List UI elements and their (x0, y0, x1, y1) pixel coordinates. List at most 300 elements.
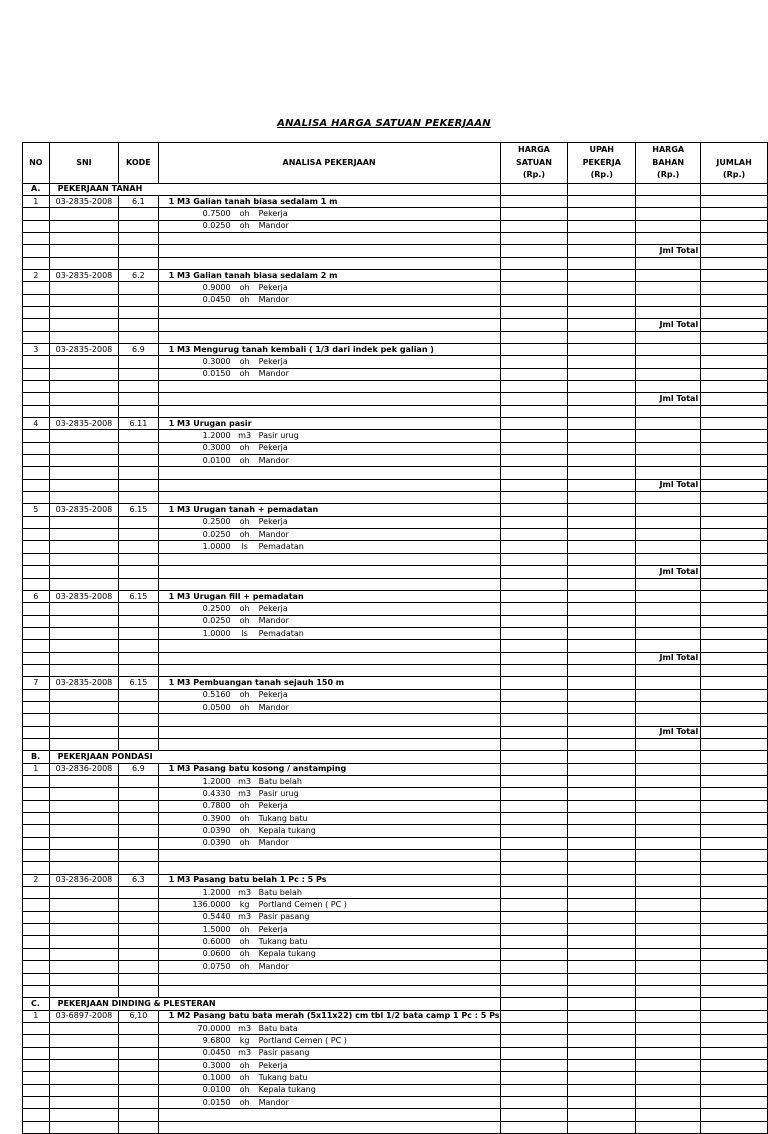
cell (49, 973, 119, 985)
component-coefficient: 0.0250 (202, 221, 231, 231)
cell (23, 553, 50, 565)
cell (158, 973, 500, 985)
component-coefficient: 0.0600 (202, 949, 231, 959)
cell (500, 504, 568, 516)
component-cell (158, 788, 500, 800)
cell (49, 652, 119, 664)
component-row (23, 961, 768, 973)
cell (500, 405, 568, 417)
cell (636, 331, 701, 343)
component-cell (158, 516, 500, 528)
item-row (23, 1010, 768, 1022)
cell (23, 899, 50, 911)
cell (23, 1047, 50, 1059)
cell (701, 1035, 768, 1047)
cell (49, 911, 119, 923)
component-row (23, 924, 768, 936)
cell (158, 331, 500, 343)
cell (636, 1059, 701, 1071)
item-kode: 6.1 (119, 195, 158, 207)
component-resource: Pekerja (258, 690, 288, 700)
blank-row (23, 381, 768, 393)
cell (568, 726, 636, 738)
cell (23, 1059, 50, 1071)
cell (636, 418, 701, 430)
cell (701, 1010, 768, 1022)
component-coefficient: 0.2500 (202, 517, 231, 527)
component-row (23, 948, 768, 960)
item-kode: 6.15 (119, 677, 158, 689)
cell (568, 776, 636, 788)
cell (568, 455, 636, 467)
component-coefficient: 0.9000 (202, 282, 231, 292)
cell (119, 319, 158, 331)
cell (500, 652, 568, 664)
component-coefficient: 0.0250 (202, 529, 231, 539)
cell (568, 393, 636, 405)
cell (23, 529, 50, 541)
component-resource: Pasir pasang (258, 1048, 310, 1058)
component-resource: Pekerja (258, 924, 288, 934)
cell (701, 195, 768, 207)
cell (500, 862, 568, 874)
component-row (23, 455, 768, 467)
component-unit: oh (239, 702, 250, 712)
cell (500, 936, 568, 948)
cell (701, 1121, 768, 1133)
blank-row (23, 738, 768, 750)
cell (568, 677, 636, 689)
component-coefficient: 0.0150 (202, 369, 231, 379)
component-row (23, 825, 768, 837)
cell (701, 232, 768, 244)
cell (568, 1109, 636, 1121)
cell (636, 183, 701, 195)
cell (49, 1072, 119, 1084)
table-header-row (23, 143, 768, 184)
cell (500, 1010, 568, 1022)
header-sni: SNI (49, 143, 119, 184)
cell (568, 701, 636, 713)
cell (119, 788, 158, 800)
cell (500, 467, 568, 479)
cell (701, 788, 768, 800)
cell (500, 603, 568, 615)
component-cell (158, 887, 500, 899)
cell (568, 516, 636, 528)
cell (500, 220, 568, 232)
cell (701, 405, 768, 417)
component-resource: Mandor (258, 961, 289, 971)
component-cell (158, 430, 500, 442)
cell (23, 689, 50, 701)
cell (636, 208, 701, 220)
cell (119, 356, 158, 368)
cell (49, 1035, 119, 1047)
cell (568, 245, 636, 257)
component-coefficient: 136.0000 (192, 900, 231, 910)
component-cell (158, 603, 500, 615)
component-unit: oh (239, 1060, 250, 1070)
cell (701, 862, 768, 874)
cell (158, 1109, 500, 1121)
component-cell (158, 282, 500, 294)
component-cell (158, 701, 500, 713)
total-row (23, 652, 768, 664)
component-unit: oh (239, 961, 250, 971)
header-jumlah-line: JUMLAH (716, 157, 752, 167)
cell (500, 948, 568, 960)
cell (636, 701, 701, 713)
header-upah-pekerja-line: (Rp.) (590, 170, 613, 179)
item-title: 1 M2 Pasang batu bata merah (5x11x22) cm tbl 1/2 bata camp 1 Pc : 5 Ps (158, 1010, 500, 1022)
cell (23, 455, 50, 467)
cell (49, 1121, 119, 1133)
cell (568, 405, 636, 417)
item-sni: 03-2835-2008 (49, 269, 119, 281)
component-unit: oh (239, 221, 250, 231)
cell (119, 306, 158, 318)
cell (568, 368, 636, 380)
cell (500, 837, 568, 849)
component-unit: m3 (238, 1023, 252, 1033)
cell (119, 850, 158, 862)
component-row (23, 813, 768, 825)
cell (701, 961, 768, 973)
cell (49, 936, 119, 948)
cell (500, 763, 568, 775)
component-coefficient: 0.7800 (202, 801, 231, 811)
cell (49, 738, 119, 750)
cell (49, 1047, 119, 1059)
cell (158, 553, 500, 565)
cell (119, 726, 158, 738)
cell (636, 911, 701, 923)
cell (701, 738, 768, 750)
cell (568, 763, 636, 775)
cell (49, 664, 119, 676)
cell (158, 405, 500, 417)
item-sni: 03-2836-2008 (49, 763, 119, 775)
component-coefficient: 9.6800 (202, 1035, 231, 1045)
cell (500, 269, 568, 281)
cell (23, 1084, 50, 1096)
cell (158, 640, 500, 652)
component-cell (158, 1096, 500, 1108)
component-resource: Tukang batu (258, 813, 308, 823)
cell (701, 924, 768, 936)
cell (636, 442, 701, 454)
component-coefficient: 0.6000 (202, 937, 231, 947)
cell (49, 467, 119, 479)
cell (49, 578, 119, 590)
cell (23, 887, 50, 899)
cell (636, 269, 701, 281)
cell (23, 220, 50, 232)
cell (23, 825, 50, 837)
cell (500, 195, 568, 207)
cell (49, 381, 119, 393)
cell (636, 430, 701, 442)
total-row (23, 726, 768, 738)
component-resource: Mandor (258, 529, 289, 539)
cell (568, 899, 636, 911)
cell (23, 1109, 50, 1121)
component-row (23, 936, 768, 948)
cell (500, 788, 568, 800)
component-cell (158, 800, 500, 812)
item-title: 1 M3 Pembuangan tanah sejauh 150 m (158, 677, 500, 689)
component-resource: Pasir urug (258, 431, 299, 441)
cell (701, 331, 768, 343)
cell (701, 541, 768, 553)
cell (500, 418, 568, 430)
cell (119, 899, 158, 911)
cell (701, 343, 768, 355)
item-row (23, 763, 768, 775)
cell (701, 294, 768, 306)
total-label: Jml Total (636, 652, 701, 664)
section-row (23, 183, 768, 195)
cell (701, 282, 768, 294)
header-harga-bahan-line: (Rp.) (657, 170, 680, 179)
cell (500, 590, 568, 602)
cell (158, 652, 500, 664)
blank-row (23, 492, 768, 504)
cell (568, 492, 636, 504)
item-row (23, 343, 768, 355)
blank-row (23, 714, 768, 726)
cell (23, 664, 50, 676)
blank-row (23, 232, 768, 244)
component-row (23, 1059, 768, 1071)
cell (636, 1096, 701, 1108)
component-coefficient: 0.3000 (202, 356, 231, 366)
cell (23, 911, 50, 923)
cell (701, 467, 768, 479)
cell (701, 837, 768, 849)
cell (23, 726, 50, 738)
component-cell (158, 1022, 500, 1034)
cell (23, 936, 50, 948)
item-title: 1 M3 Galian tanah biasa sedalam 1 m (158, 195, 500, 207)
cell (119, 1121, 158, 1133)
cell (701, 504, 768, 516)
cell (500, 442, 568, 454)
cell (701, 516, 768, 528)
cell (500, 183, 568, 195)
total-label: Jml Total (636, 726, 701, 738)
cell (23, 1096, 50, 1108)
component-cell (158, 220, 500, 232)
component-resource: Mandor (258, 702, 289, 712)
cell (158, 381, 500, 393)
cell (701, 652, 768, 664)
cell (636, 306, 701, 318)
cell (568, 220, 636, 232)
cell (500, 381, 568, 393)
component-row (23, 627, 768, 639)
cell (701, 726, 768, 738)
header-harga-satuan (500, 143, 568, 184)
cell (119, 615, 158, 627)
component-coefficient: 0.4330 (202, 789, 231, 799)
cell (49, 232, 119, 244)
cell (49, 430, 119, 442)
cell (701, 985, 768, 997)
cell (636, 936, 701, 948)
component-resource: Mandor (258, 455, 289, 465)
cell (568, 751, 636, 763)
header-kode: KODE (119, 143, 158, 184)
total-row (23, 393, 768, 405)
cell (23, 652, 50, 664)
cell (568, 837, 636, 849)
cell (23, 738, 50, 750)
cell (500, 961, 568, 973)
cell (636, 492, 701, 504)
cell (23, 331, 50, 343)
cell (701, 874, 768, 886)
component-coefficient: 0.0390 (202, 838, 231, 848)
component-coefficient: 70.0000 (197, 1023, 231, 1033)
cell (158, 850, 500, 862)
cell (636, 985, 701, 997)
cell (636, 1047, 701, 1059)
cell (701, 455, 768, 467)
cell (568, 541, 636, 553)
cell (500, 294, 568, 306)
component-unit: oh (239, 924, 250, 934)
component-resource: Mandor (258, 1097, 289, 1107)
cell (500, 455, 568, 467)
cell (701, 998, 768, 1010)
cell (49, 899, 119, 911)
component-unit: oh (239, 813, 250, 823)
cell (158, 862, 500, 874)
cell (568, 850, 636, 862)
cell (23, 1035, 50, 1047)
cell (701, 800, 768, 812)
cell (636, 813, 701, 825)
cell (119, 529, 158, 541)
component-unit: oh (239, 1085, 250, 1095)
cell (500, 998, 568, 1010)
cell (49, 1022, 119, 1034)
cell (500, 282, 568, 294)
cell (119, 455, 158, 467)
cell (49, 356, 119, 368)
cell (701, 1072, 768, 1084)
section-name: PEKERJAAN DINDING & PLESTERAN (49, 998, 500, 1010)
cell (119, 862, 158, 874)
component-unit: oh (239, 1097, 250, 1107)
cell (23, 245, 50, 257)
cell (568, 232, 636, 244)
cell (23, 924, 50, 936)
component-unit: oh (239, 356, 250, 366)
cell (701, 1059, 768, 1071)
cell (49, 887, 119, 899)
cell (49, 553, 119, 565)
cell (636, 195, 701, 207)
cell (119, 738, 158, 750)
cell (568, 936, 636, 948)
cell (701, 948, 768, 960)
cell (119, 331, 158, 343)
component-unit: oh (239, 208, 250, 218)
cell (49, 319, 119, 331)
component-cell (158, 208, 500, 220)
cell (23, 850, 50, 862)
cell (636, 763, 701, 775)
component-row (23, 1035, 768, 1047)
cell (500, 578, 568, 590)
cell (23, 319, 50, 331)
component-coefficient: 0.0450 (202, 295, 231, 305)
cell (701, 566, 768, 578)
item-sni: 03-2835-2008 (49, 677, 119, 689)
cell (568, 331, 636, 343)
cell (636, 455, 701, 467)
component-resource: Mandor (258, 369, 289, 379)
component-row (23, 776, 768, 788)
cell (568, 874, 636, 886)
cell (500, 1059, 568, 1071)
cell (49, 726, 119, 738)
component-row (23, 442, 768, 454)
component-cell (158, 924, 500, 936)
cell (636, 381, 701, 393)
cell (568, 973, 636, 985)
item-sni: 03-2835-2008 (49, 195, 119, 207)
cell (500, 776, 568, 788)
cell (636, 1072, 701, 1084)
component-resource: Pasir pasang (258, 912, 310, 922)
cell (23, 1072, 50, 1084)
cell (500, 664, 568, 676)
cell (701, 664, 768, 676)
component-unit: kg (239, 1035, 250, 1045)
component-resource: Pekerja (258, 1060, 288, 1070)
cell (568, 578, 636, 590)
cell (23, 1022, 50, 1034)
cell (701, 627, 768, 639)
item-row (23, 590, 768, 602)
component-cell (158, 948, 500, 960)
cell (568, 195, 636, 207)
cell (500, 887, 568, 899)
cell (119, 245, 158, 257)
cell (701, 1096, 768, 1108)
cell (568, 800, 636, 812)
cell (568, 714, 636, 726)
component-row (23, 294, 768, 306)
cell (49, 566, 119, 578)
item-row (23, 504, 768, 516)
component-cell (158, 356, 500, 368)
cell (636, 677, 701, 689)
cell (49, 948, 119, 960)
cell (701, 578, 768, 590)
item-row (23, 874, 768, 886)
cell (701, 813, 768, 825)
component-resource: Pekerja (258, 801, 288, 811)
cell (568, 590, 636, 602)
cell (500, 1072, 568, 1084)
component-coefficient: 0.2500 (202, 603, 231, 613)
cell (158, 467, 500, 479)
